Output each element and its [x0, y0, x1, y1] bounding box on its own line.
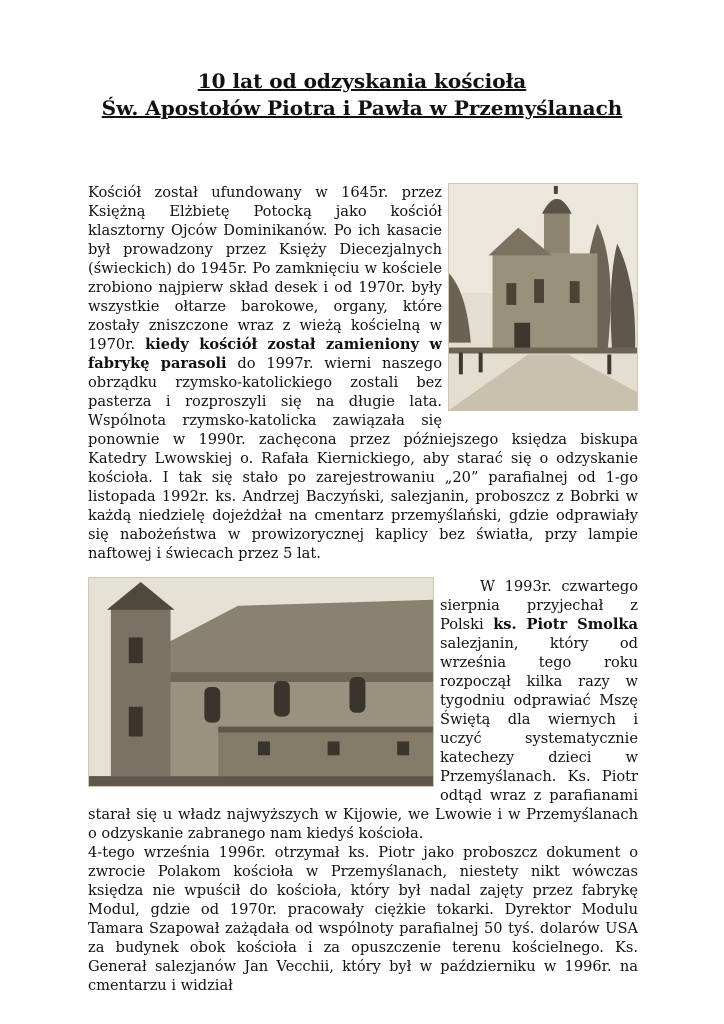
title-line-2: Św. Apostołów Piotra i Pawła w Przemyślanach: [101, 96, 623, 120]
paragraph-arrival-bold: ks. Piotr Smolka: [493, 616, 638, 633]
paragraph-history-text-b: do 1997r. wierni naszego obrządku rzymsko-katolickiego zostali bez pasterza i rozproszyli się na długie lata. Wspólnota rzymsko-katolicka zawiązała się ponownie w 1990r. zachęcona przez późniejszego księdza biskupa Katedry Lwowskiej o. Rafała Kiernickiego, aby starać się o odzyskanie kościoła. I tak się stało po zarejestrowaniu „20” parafialnej od 1-go listopada 1992r. ks. Andrzej Baczyński, salezjanin, proboszcz z Bobrki w każdą niedzielę dojeżdżał na cmentarz przemyślański, gdzie odprawiały się nabożeństwa w prowizorycznej kaplicy bez światła, przy lampie naftowej i świecach przez 5 lat.: [88, 355, 638, 562]
paragraph-arrival: [88, 577, 638, 843]
paragraph-arrival-text-b: salezjanin, który od września tego roku rozpoczął kilka razy w tygodniu odprawiać Mszę Świętą dla wiernych i uczyć systematycznie katechezy dzieci w Przemyślanach. Ks. Piotr odtąd wraz z parafianami starał się u władz najwyższych w Kijowie, we Lwowie i w Przemyślanach o odzyskanie zabranego nam kiedyś kościoła.: [88, 635, 638, 842]
church-tower-photo: [448, 183, 638, 411]
paragraph-history-text-a: Kościół został ufundowany w 1645r. przez Księżną Elżbietę Potocką jako kościół klasztorny Ojców Dominikanów. Po ich kasacie był prowadzony przez Księży Diecezjalnych (świeckich) do 1945r. Po zamknięciu w kościele zrobiono najpierw skład desek i od 1970r. były wszystkie ołtarze barokowe, organy, które zostały zniszczone wraz z wieżą kościelną w 1970r.: [88, 184, 442, 353]
paragraph-arrival-text-a: W 1993r. czwartego sierpnia przyjechał z Polski: [440, 578, 638, 633]
title-line-1: 10 lat od odzyskania kościoła: [197, 69, 527, 93]
paragraph-document: [88, 843, 638, 995]
paragraph-document-text: 4-tego września 1996r. otrzymał ks. Piotr jako proboszcz dokument o zwrocie Polakom kościoła w Przemyślanach, niestety nikt wówczas księdza nie wpuścił do kościoła, który był nadal zajęty przez fabrykę Modul, gdzie od 1970r. pracowały ciężkie tokarki. Dyrektor Modulu Tamara Szapował zażądała od wspólnoty parafialnej 50 tyś. dolarów USA za budynek obok kościoła i za opuszczenie terenu kościelnego. Ks. Generał salezjanów Jan Vecchii, który był w październiku w 1996r. na cmentarzu i widział: [88, 844, 638, 994]
paragraph-history-bold: kiedy kościół został zamieniony w fabrykę parasoli: [88, 336, 442, 372]
church-side-photo: [88, 577, 434, 787]
document-title: [60, 68, 664, 122]
paragraph-history: [88, 183, 638, 563]
